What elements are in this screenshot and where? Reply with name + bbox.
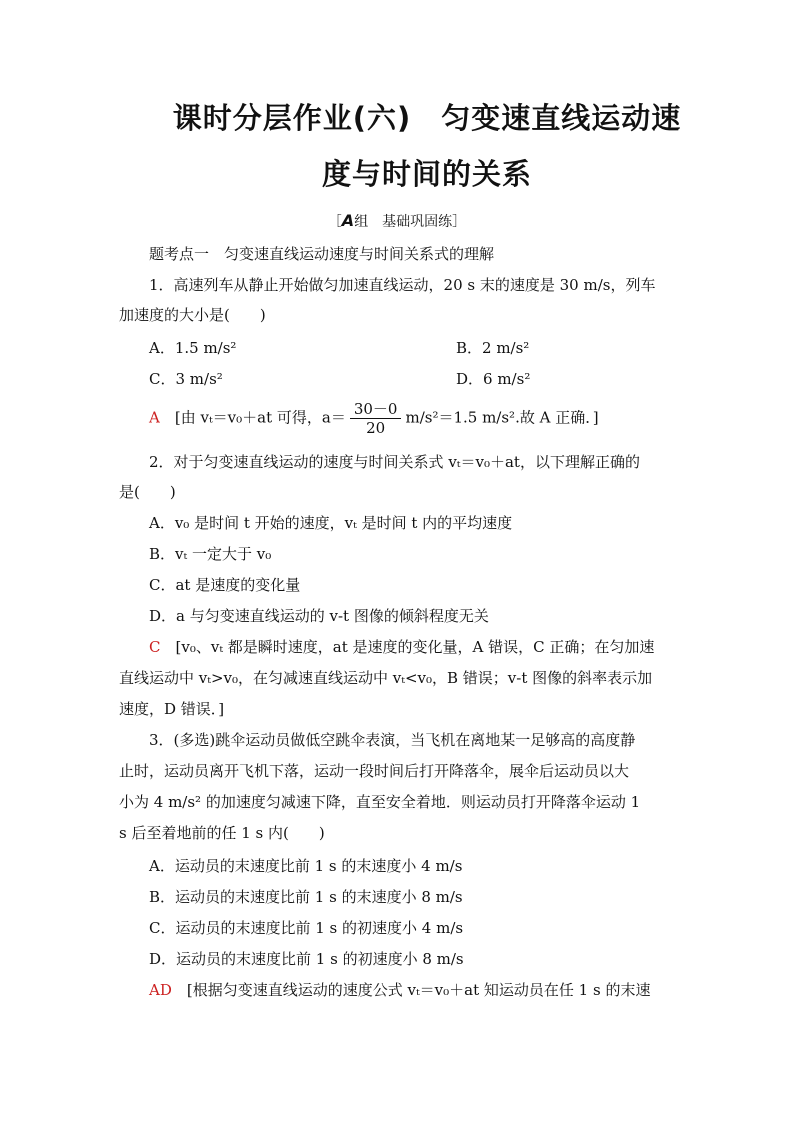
q1-frac-denominator: 20 [366,419,386,437]
q2-stem-line1: 2．对于匀变速直线运动的速度与时间关系式 vₜ＝v₀＋at，以下理解正确的 [149,453,640,471]
q2-explain-line1 [149,637,654,657]
q1-explanation [149,400,599,437]
q1-stem-line1: 1．高速列车从静止开始做匀加速直线运动，20 s 末的速度是 30 m/s，列车 [149,276,656,294]
q3-explain-line1-text: [根据匀变速直线运动的速度公式 vₜ＝v₀＋at 知运动员在任 1 s 的末速 [186,981,651,999]
q3-answer: AD [149,981,172,999]
q2-stem-line2: 是( ) [119,483,176,501]
group-label [0,211,794,231]
q2-explain-line1-text: [v₀、vₜ 都是瞬时速度，at 是速度的变化量，A 错误，C 正确；在匀加速 [175,638,655,656]
q1-option-a: A．1.5 m/s² [149,339,237,357]
q1-option-d: D．6 m/s² [456,370,531,388]
q1-fraction [350,400,402,437]
q3-option-b: B．运动员的末速度比前 1 s 的末速度小 8 m/s [149,888,463,906]
q1-explain-post: m/s²＝1.5 m/s².故 A 正确．] [405,408,599,427]
q2-option-c: C．at 是速度的变化量 [149,576,301,594]
q1-option-c: C．3 m/s² [149,370,223,388]
q2-option-a: A．v₀ 是时间 t 开始的速度，vₜ 是时间 t 内的平均速度 [149,514,513,532]
q3-stem-line2: 止时，运动员离开飞机下落，运动一段时间后打开降落伞，展伞后运动员以大 [119,762,630,780]
q1-frac-numerator: 30－0 [350,400,402,419]
q1-answer: A [149,408,160,427]
section-header: 题考点一 匀变速直线运动速度与时间关系式的理解 [149,245,495,263]
q2-explain-line3: 速度，D 错误．] [119,700,225,718]
q3-option-a: A．运动员的末速度比前 1 s 的末速度小 4 m/s [149,857,463,875]
page-title-line2: 度与时间的关系 [321,157,532,191]
q1-option-b: B．2 m/s² [456,339,530,357]
group-label-open: ［ [327,214,342,230]
group-a-badge: A [341,211,355,230]
page-title-line1: 课时分层作业(六) 匀变速直线运动速 [172,101,682,135]
group-label-text: 组 基础巩固练］ [354,214,467,230]
q3-explain-line1 [149,980,650,1000]
q3-stem-line4: s 后至着地前的任 1 s 内( ) [119,824,325,842]
q2-answer: C [149,638,161,656]
q2-option-d: D．a 与匀变速直线运动的 v-t 图像的倾斜程度无关 [149,607,489,625]
q3-option-d: D．运动员的末速度比前 1 s 的初速度小 8 m/s [149,950,464,968]
q1-stem-line2: 加速度的大小是( ) [119,306,266,324]
q3-option-c: C．运动员的末速度比前 1 s 的初速度小 4 m/s [149,919,464,937]
q2-option-b: B．vₜ 一定大于 v₀ [149,545,272,563]
q1-explain-pre: [由 vₜ＝v₀＋at 可得，a＝ [174,408,346,427]
q3-stem-line3: 小为 4 m/s² 的加速度匀减速下降，直至安全着地．则运动员打开降落伞运动 1 [119,793,641,811]
q3-stem-line1: 3．(多选)跳伞运动员做低空跳伞表演，当飞机在离地某一足够高的高度静 [149,731,636,749]
q2-explain-line2: 直线运动中 vₜ>v₀，在匀减速直线运动中 vₜ<v₀，B 错误；v-t 图像的斜率表示加 [119,669,653,687]
